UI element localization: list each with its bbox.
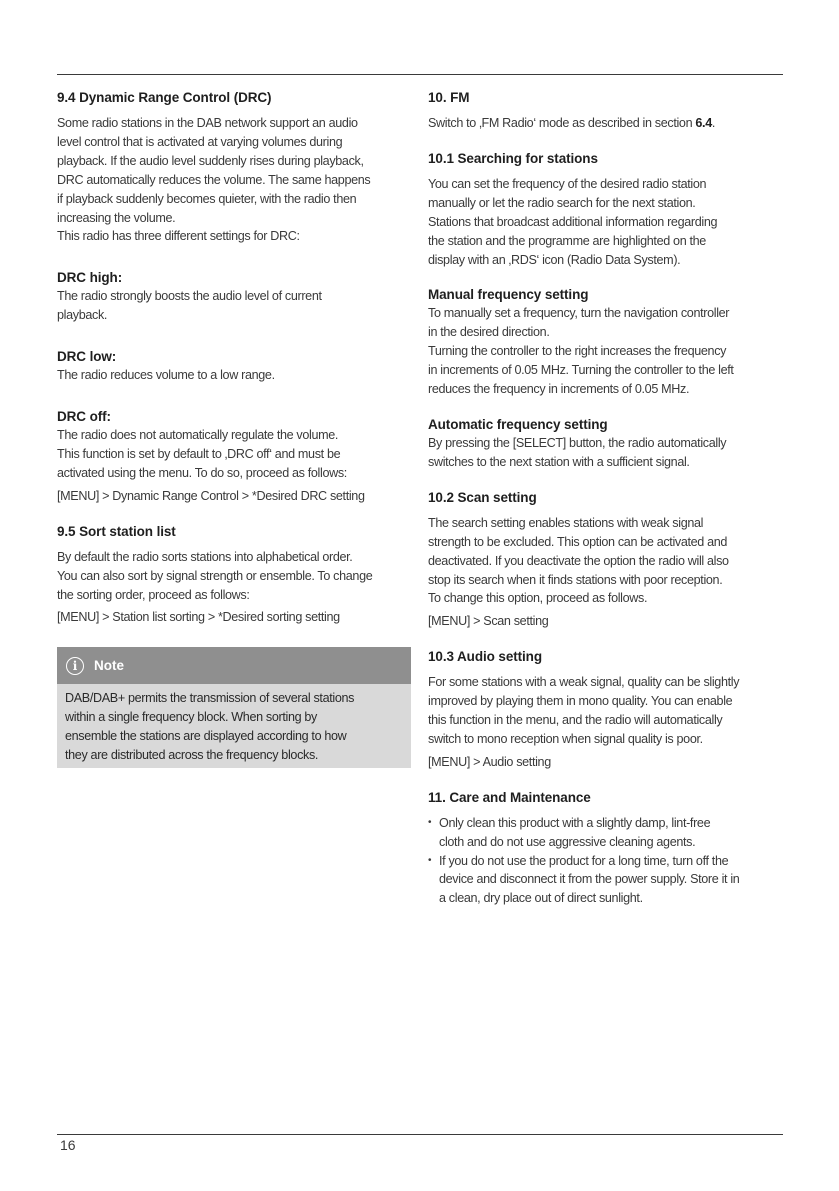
sort-menu-path: [MENU] > Station list sorting > *Desired sorting setting: [57, 610, 340, 625]
page-number: 16: [60, 1137, 76, 1153]
header-rule: [57, 74, 783, 75]
automatic-frequency-text: By pressing the [SELECT] button, the radio automatically switches to the next station with a sufficient signal.: [428, 435, 727, 469]
drc-low-heading: DRC low:: [57, 349, 117, 365]
footer-rule: [57, 1134, 783, 1135]
scan-heading: 10.2 Scan setting: [428, 489, 537, 505]
searching-heading: 10.1 Searching for stations: [428, 150, 598, 166]
sort-text: By default the radio sorts stations into alphabetical order. You can also sort by signal strength or ensemble. To change the sorting order, proceed as follows:: [57, 549, 373, 602]
fm-text: Switch to ‚FM Radio‘ mode as described in section 6.4.: [428, 116, 716, 130]
fm-heading: 10. FM: [428, 90, 470, 105]
right-column: [428, 88, 784, 908]
note-text: DAB/DAB+ permits the transmission of several stations within a single frequency block. When sorting by ensemble the stations are displayed according to how they are distributed across the frequency blocks.: [65, 691, 355, 763]
scan-text: The search setting enables stations with weak signal strength to be excluded. This option can be activated and deactivated. If you deactivate the option the radio will also stop its search when it finds stations with poor reception. To change this option, proceed as follows.: [428, 515, 729, 606]
drc-off-text: The radio does not automatically regulate the volume. This function is set by default to ‚DRC off‘ and must be activated using the menu. To do so, proceed as follows:: [57, 428, 347, 480]
manual-frequency-text: To manually set a frequency, turn the navigation controller in the desired direction. Turning the controller to the right increases the frequency in increments of 0.05 MHz. Turning the controller to the left reduces the frequency in increments of 0.05 MHz.: [428, 306, 734, 397]
drc-off-heading: DRC off:: [57, 409, 111, 425]
list-item: • If you do not use the product for a long time, turn off the device and disconnect it from the power supply. Store it in a clean, dry place out of direct sunlight.: [428, 852, 784, 909]
drc-low-text: The radio reduces volume to a low range.: [57, 368, 275, 383]
audio-menu-path: [MENU] > Audio setting: [428, 754, 551, 769]
section-reference: 6.4: [695, 116, 712, 130]
audio-text: For some stations with a weak signal, quality can be slightly improved by playing them in mono quality. You can enable this function in the menu, and the radio will automatically switch to mono reception when signal quality is poor.: [428, 675, 740, 746]
drc-menu-path: [MENU] > Dynamic Range Control > *Desired DRC setting: [57, 488, 365, 503]
drc-high-text: The radio strongly boosts the audio level of current playback.: [57, 289, 322, 323]
left-column: [57, 88, 411, 768]
care-list: [428, 814, 784, 909]
list-item: • Only clean this product with a slightly damp, lint-free cloth and do not use aggressive cleaning agents.: [428, 814, 784, 852]
sort-heading: 9.5 Sort station list: [57, 523, 176, 539]
info-icon: i: [66, 657, 84, 675]
note-title: Note: [94, 658, 124, 674]
drc-intro: Some radio stations in the DAB network support an audio level control that is activated at varying volumes during playback. If the audio level suddenly rises during playback, DRC automatically reduces the volume. The same happens if playback suddenly becomes quieter, with the radio then increasing the volume. This radio has three different settings for DRC:: [57, 116, 371, 244]
note-body: [57, 684, 411, 768]
drc-heading: 9.4 Dynamic Range Control (DRC): [57, 90, 272, 105]
note-box: [57, 647, 411, 768]
audio-heading: 10.3 Audio setting: [428, 649, 542, 665]
searching-text: You can set the frequency of the desired radio station manually or let the radio search for the next station. Stations that broadcast additional information regarding the station and the programme are highlighted on the display with an ‚RDS‘ icon (Radio Data System).: [428, 176, 718, 267]
scan-menu-path: [MENU] > Scan setting: [428, 614, 549, 629]
manual-frequency-heading: Manual frequency setting: [428, 287, 589, 303]
care-heading: 11. Care and Maintenance: [428, 789, 591, 805]
automatic-frequency-heading: Automatic frequency setting: [428, 416, 608, 432]
note-header: [57, 647, 411, 684]
drc-high-heading: DRC high:: [57, 270, 123, 286]
